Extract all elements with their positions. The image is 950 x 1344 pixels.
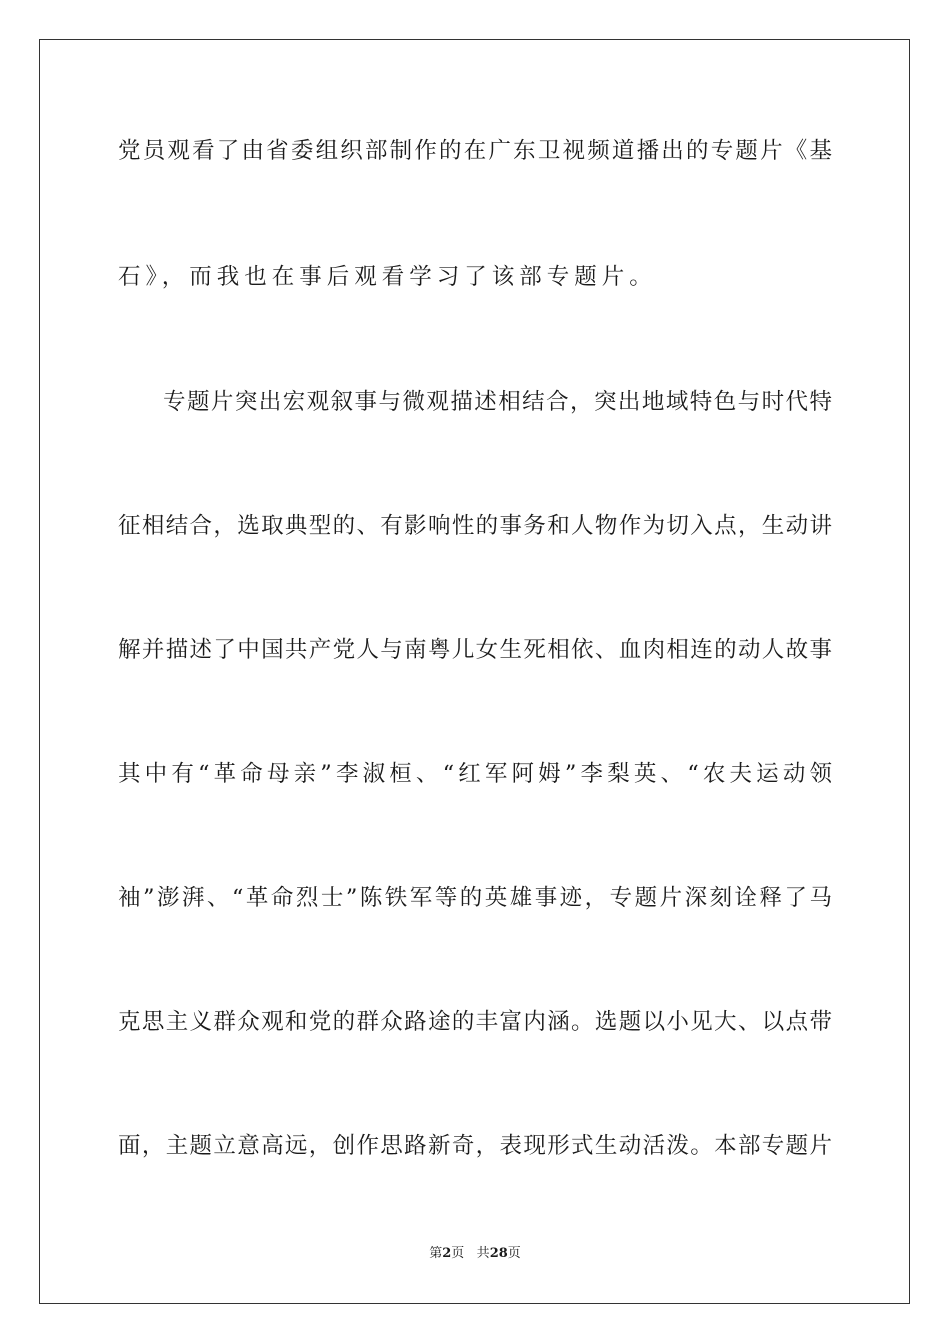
- body-text-line: 专题片突出宏观叙事与微观描述相结合，突出地域特色与时代特: [163, 389, 832, 415]
- page-border: [39, 39, 910, 1304]
- body-text-line: 党员观看了由省委组织部制作的在广东卫视频道播出的专题片《基: [118, 138, 832, 164]
- body-text-line: 解并描述了中国共产党人与南粤儿女生死相依、血肉相连的动人故事: [118, 637, 832, 663]
- footer-total-number: 28: [489, 1246, 508, 1261]
- body-text-line: 袖”澎湃、“革命烈士”陈铁军等的英雄事迹，专题片深刻诠释了马: [118, 885, 832, 911]
- body-text-line: 面，主题立意高远，创作思路新奇，表现形式生动活泼。本部专题片: [118, 1133, 832, 1159]
- body-text-line: 石》，而我也在事后观看学习了该部专题片。: [118, 264, 657, 290]
- footer-page-suffix: 页: [451, 1246, 465, 1261]
- footer-page-prefix: 第: [429, 1246, 443, 1261]
- body-text-line: 其中有“革命母亲”李淑桓、“红军阿姆”李梨英、“农夫运动领: [118, 761, 832, 787]
- body-text-line: 克思主义群众观和党的群众路途的丰富内涵。选题以小见大、以点带: [118, 1009, 832, 1035]
- footer-page-number: 2: [442, 1246, 452, 1261]
- page-footer: [0, 1245, 950, 1263]
- body-text-line: 征相结合，选取典型的、有影响性的事务和人物作为切入点，生动讲: [118, 513, 832, 539]
- footer-total-prefix: 共: [476, 1246, 490, 1261]
- footer-total-suffix: 页: [507, 1246, 521, 1261]
